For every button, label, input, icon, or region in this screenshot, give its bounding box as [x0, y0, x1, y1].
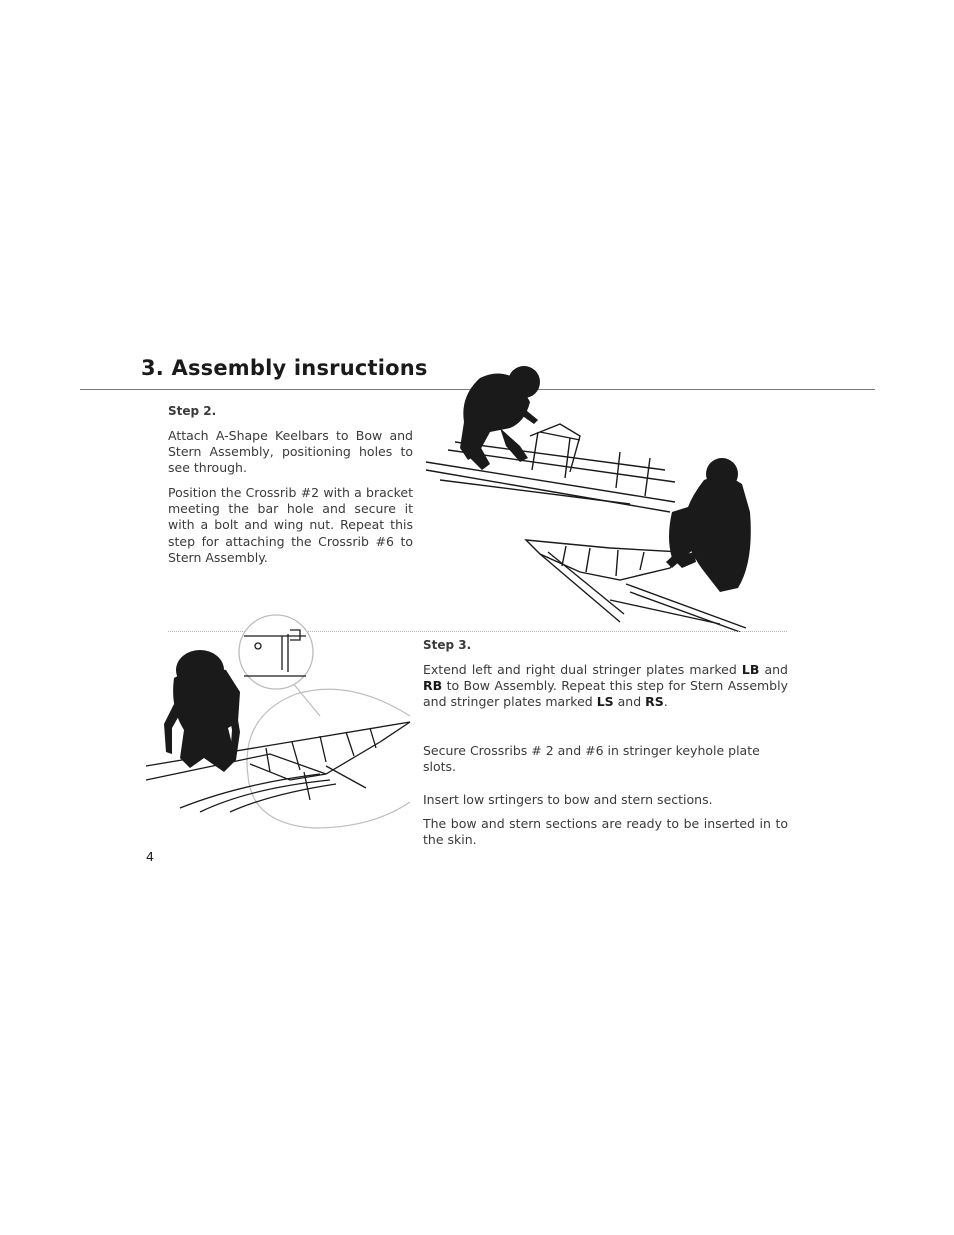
page-title: 3. Assembly insructions	[141, 356, 428, 380]
step2-paragraph-1: Attach A-Shape Keelbars to Bow and Stern Assembly, positioning holes to see through.	[168, 428, 413, 476]
detail-circle	[239, 615, 313, 689]
mark-lb: LB	[741, 662, 760, 677]
step3-paragraph-4: The bow and stern sections are ready to be inserted in to the skin.	[423, 816, 788, 848]
mark-rb: RB	[423, 678, 443, 694]
step2-paragraph-2: Position the Crossrib #2 with a bracket meeting the bar hole and secure it with a bolt and wing nut. Repeat this step for attaching the Crossrib #6 to Stern Assembly.	[168, 485, 413, 565]
person-silhouette-step3	[164, 650, 240, 772]
step3-paragraph-2: Secure Crossribs # 2 and #6 in stringer keyhole plate slots.	[423, 743, 760, 775]
mark-ls: LS	[596, 694, 614, 710]
page-number: 4	[146, 849, 154, 864]
step2-illustration	[420, 362, 790, 632]
mark-rs: RS	[645, 694, 664, 710]
step2-heading: Step 2.	[168, 404, 217, 418]
step3-paragraph-1: Extend left and right dual stringer plates marked LB and RB to Bow Assembly. Repeat this step for Stern Assembly and stringer plates marked LS and RS.	[423, 662, 788, 710]
person-silhouette-lower	[666, 458, 751, 592]
step3-illustration	[140, 612, 420, 834]
person-silhouette-upper	[460, 366, 540, 470]
step3-paragraph-3: Insert low srtingers to bow and stern sections.	[423, 792, 713, 807]
step3-heading: Step 3.	[423, 638, 472, 652]
